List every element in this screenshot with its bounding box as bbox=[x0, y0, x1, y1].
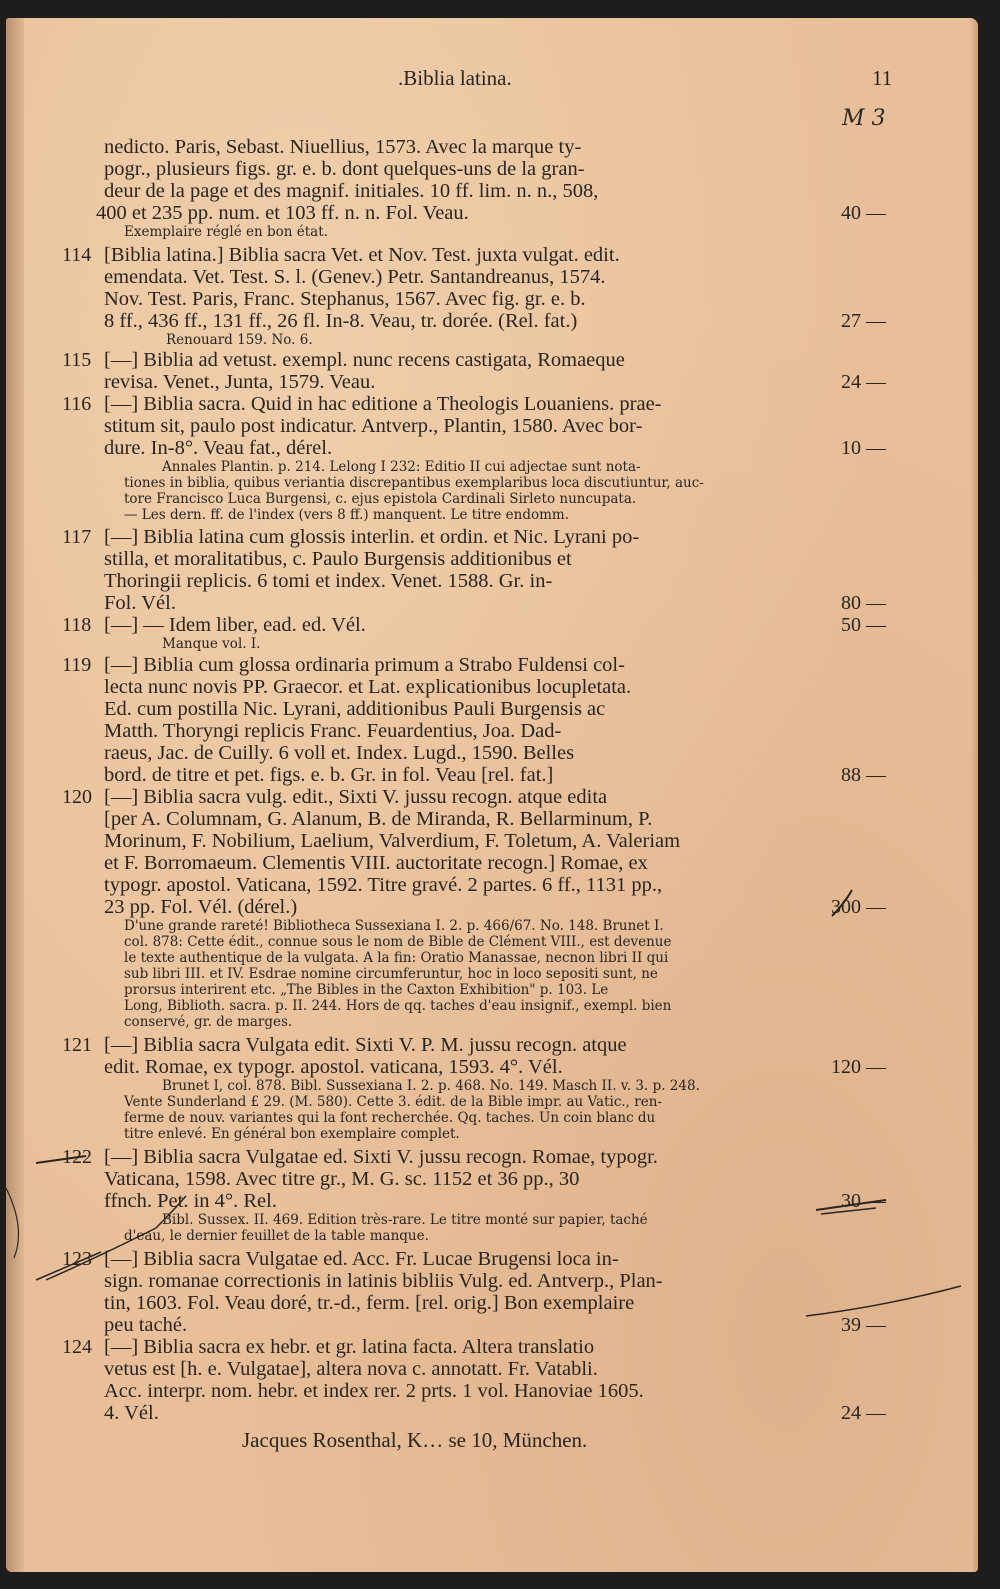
entry-note: le texte authentique de la vulgata. A la fin: Oratio Manassae, necnon libri II qui bbox=[124, 950, 669, 966]
entry-line: peu taché. bbox=[104, 1314, 188, 1336]
entry-number: 122 bbox=[62, 1146, 92, 1168]
entry-line: Ed. cum postilla Nic. Lyrani, additionibus Pauli Burgensis ac bbox=[104, 698, 606, 720]
entry-price: 30 — bbox=[841, 1190, 886, 1212]
entry-line: [Biblia latina.] Biblia sacra Vet. et Nov. Test. juxta vulgat. edit. bbox=[104, 244, 620, 266]
entry-note: tore Francisco Luca Burgensi, c. ejus epistola Cardinali Sirleto nuncupata. bbox=[124, 491, 637, 507]
entry-number: 119 bbox=[62, 654, 92, 676]
entry-price: 50 — bbox=[841, 614, 886, 636]
entry-line: [per A. Columnam, G. Alanum, B. de Miranda, R. Bellarminum, P. bbox=[104, 808, 653, 830]
entry-price: 40 — bbox=[841, 202, 886, 224]
entry-line: 23 pp. Fol. Vél. (dérel.) bbox=[104, 896, 298, 918]
entry-note: Exemplaire réglé en bon état. bbox=[124, 224, 328, 240]
entry-line: [—] Biblia ad vetust. exempl. nunc recens castigata, Romaeque bbox=[104, 349, 625, 371]
pen-line bbox=[36, 1252, 101, 1280]
entry-number: 117 bbox=[62, 526, 92, 548]
entry-note: D'une grande rareté! Bibliotheca Sussexiana I. 2. p. 466/67. No. 148. Brunet I. bbox=[124, 918, 664, 934]
entry-line: [—] Biblia sacra Vulgata edit. Sixti V. P. M. jussu recogn. atque bbox=[104, 1034, 627, 1056]
entry-note: Bibl. Sussex. II. 469. Edition très-rare. Le titre monté sur papier, taché bbox=[162, 1212, 648, 1228]
entry-line: stilla, et moralitatibus, c. Paulo Burgensis additionibus et bbox=[104, 548, 572, 570]
entry-number: 123 bbox=[62, 1248, 92, 1270]
entry-line: [—] Biblia sacra Vulgatae ed. Sixti V. jussu recogn. Romae, typogr. bbox=[104, 1146, 658, 1168]
entry-line: dure. In-8°. Veau fat., dérel. bbox=[104, 437, 333, 459]
pen-line bbox=[46, 1228, 156, 1280]
entry-line: et F. Borromaeum. Clementis VIII. auctoritate recogn.] Romae, ex bbox=[104, 852, 648, 874]
entry-note: — Les dern. ff. de l'index (vers 8 ff.) manquent. Le titre endomm. bbox=[124, 507, 569, 523]
entry-note: tiones in biblia, quibus veriantia discrepantibus exemplaribus loca discutiuntur, auc- bbox=[124, 475, 704, 491]
entry-note: prorsus interirent etc. „The Bibles in the Caxton Exhibition" p. 103. Le bbox=[124, 982, 609, 998]
entry-number: 114 bbox=[62, 244, 92, 266]
entry-note: d'eau, le dernier feuillet de la table manque. bbox=[124, 1228, 429, 1244]
entry-price: 10 — bbox=[841, 437, 886, 459]
running-title: .Biblia latina. bbox=[398, 66, 512, 90]
entry-number: 124 bbox=[62, 1336, 92, 1358]
entry-line: typogr. apostol. Vaticana, 1592. Titre gravé. 2 partes. 6 ff., 1131 pp., bbox=[104, 874, 663, 896]
entry-number: 121 bbox=[62, 1034, 92, 1056]
entry-line: stitum sit, paulo post indicatur. Antverp., Plantin, 1580. Avec bor- bbox=[104, 415, 643, 437]
entry-note: Annales Plantin. p. 214. Lelong I 232: Editio II cui adjectae sunt nota- bbox=[162, 459, 641, 475]
pen-mark bbox=[832, 890, 852, 916]
handwritten-mark: M 3 bbox=[842, 106, 886, 131]
entry-note: Manque vol. I. bbox=[162, 636, 261, 652]
entry-line: pogr., plusieurs figs. gr. e. b. dont quelques-uns de la gran- bbox=[104, 158, 585, 180]
entry-line: tin, 1603. Fol. Veau doré, tr.-d., ferm. [rel. orig.] Bon exemplaire bbox=[104, 1292, 635, 1314]
entry-note: sub libri III. et IV. Esdrae nomine circumferuntur, hoc in loco sepositi sunt, ne bbox=[124, 966, 658, 982]
entry-price: 300 — bbox=[831, 896, 886, 918]
entry-number: 120 bbox=[62, 786, 92, 808]
page-number: 11 bbox=[872, 66, 893, 90]
entry-note: col. 878: Cette édit., connue sous le nom de Bible de Clément VIII., est devenue bbox=[124, 934, 672, 950]
entry-line: 8 ff., 436 ff., 131 ff., 26 fl. In-8. Veau, tr. dorée. (Rel. fat.) bbox=[104, 310, 578, 332]
entry-line: Thoringii replicis. 6 tomi et index. Venet. 1588. Gr. in- bbox=[104, 570, 553, 592]
entry-note: Long, Biblioth. sacra. p. II. 244. Hors de qq. taches d'eau insignif., exempl. bien bbox=[124, 998, 672, 1014]
entry-line: bord. de titre et pet. figs. e. b. Gr. in fol. Veau [rel. fat.] bbox=[104, 764, 554, 786]
entry-number: 115 bbox=[62, 349, 92, 371]
entry-note: titre enlevé. En général bon exemplaire complet. bbox=[124, 1126, 460, 1142]
entry-note: Brunet I, col. 878. Bibl. Sussexiana I. 2. p. 468. No. 149. Masch II. v. 3. p. 248. bbox=[162, 1078, 700, 1094]
entry-note: conservé, gr. de marges. bbox=[124, 1014, 293, 1030]
entry-line: [—] Biblia latina cum glossis interlin. et ordin. et Nic. Lyrani po- bbox=[104, 526, 640, 548]
entry-line: vetus est [h. e. Vulgatae], altera nova c. annotatt. Fr. Vatabli. bbox=[104, 1358, 598, 1380]
entry-line: Vaticana, 1598. Avec titre gr., M. G. sc. 1152 et 36 pp., 30 bbox=[104, 1168, 580, 1190]
entry-line: Acc. interpr. nom. hebr. et index rer. 2 prts. 1 vol. Hanoviae 1605. bbox=[104, 1380, 644, 1402]
entry-number: 118 bbox=[62, 614, 92, 636]
entry-line: Nov. Test. Paris, Franc. Stephanus, 1567. Avec fig. gr. e. b. bbox=[104, 288, 586, 310]
entry-line: [—] Biblia sacra vulg. edit., Sixti V. jussu recogn. atque edita bbox=[104, 786, 608, 808]
entry-line: deur de la page et des magnif. initiales. 10 ff. lim. n. n., 508, bbox=[104, 180, 599, 202]
entry-number: 116 bbox=[62, 393, 92, 415]
entry-line: [—] Biblia sacra. Quid in hac editione a Theologis Louaniens. prae- bbox=[104, 393, 662, 415]
entry-price: 24 — bbox=[841, 371, 886, 393]
entry-line: Morinum, F. Nobilium, Laelium, Valverdium, F. Toletum, A. Valeriam bbox=[104, 830, 681, 852]
catalog-page bbox=[6, 18, 978, 1572]
entry-price: 80 — bbox=[841, 592, 886, 614]
entry-line: [—] Biblia sacra ex hebr. et gr. latina facta. Altera translatio bbox=[104, 1336, 595, 1358]
pen-line bbox=[6, 1188, 19, 1258]
entry-line: [—] Biblia sacra Vulgatae ed. Acc. Fr. Lucae Brugensi loca in- bbox=[104, 1248, 619, 1270]
entry-price: 24 — bbox=[841, 1402, 886, 1424]
entry-line: revisa. Venet., Junta, 1579. Veau. bbox=[104, 371, 376, 393]
entry-line: 4. Vél. bbox=[104, 1402, 159, 1424]
entry-note: Renouard 159. No. 6. bbox=[166, 332, 313, 348]
entry-line: Fol. Vél. bbox=[104, 592, 176, 614]
entry-price: 39 — bbox=[841, 1314, 886, 1336]
entry-line: [—] — Idem liber, ead. ed. Vél. bbox=[104, 614, 366, 636]
entry-line: sign. romanae correctionis in latinis bibliis Vulg. ed. Antverp., Plan- bbox=[104, 1270, 663, 1292]
entry-line: 400 et 235 pp. num. et 103 ff. n. n. Fol. Veau. bbox=[96, 202, 469, 224]
entry-line: emendata. Vet. Test. S. l. (Genev.) Petr. Santandreanus, 1574. bbox=[104, 266, 606, 288]
entry-price: 88 — bbox=[841, 764, 886, 786]
entry-line: lecta nunc novis PP. Graecor. et Lat. explicationibus locupletata. bbox=[104, 676, 632, 698]
entry-price: 120 — bbox=[831, 1056, 886, 1078]
entry-note: ferme de nouv. variantes qui la font recherchée. Qq. taches. Un coin blanc du bbox=[124, 1110, 656, 1126]
strike-mark bbox=[36, 1156, 86, 1163]
entry-line: [—] Biblia cum glossa ordinaria primum a Strabo Fuldensi col- bbox=[104, 654, 625, 676]
handwritten-strokes bbox=[6, 18, 978, 1572]
entry-line: edit. Romae, ex typogr. apostol. vaticana, 1593. 4°. Vél. bbox=[104, 1056, 563, 1078]
pen-line bbox=[156, 1196, 186, 1228]
entry-note: Vente Sunderland £ 29. (M. 580). Cette 3. édit. de la Bible impr. au Vatic., ren- bbox=[124, 1094, 662, 1110]
entry-line: nedicto. Paris, Sebast. Niuellius, 1573. Avec la marque ty- bbox=[104, 136, 582, 158]
publisher-footer: Jacques Rosenthal, K… se 10, München. bbox=[242, 1428, 588, 1452]
pen-line bbox=[806, 1286, 961, 1316]
entry-line: raeus, Jac. de Cuilly. 6 voll et. Index. Lugd., 1590. Belles bbox=[104, 742, 575, 764]
entry-line: Matth. Thoryngi replicis Franc. Feuardentius, Joa. Dad- bbox=[104, 720, 562, 742]
entry-line: ffnch. Pet. in 4°. Rel. bbox=[104, 1190, 277, 1212]
entry-price: 27 — bbox=[841, 310, 886, 332]
